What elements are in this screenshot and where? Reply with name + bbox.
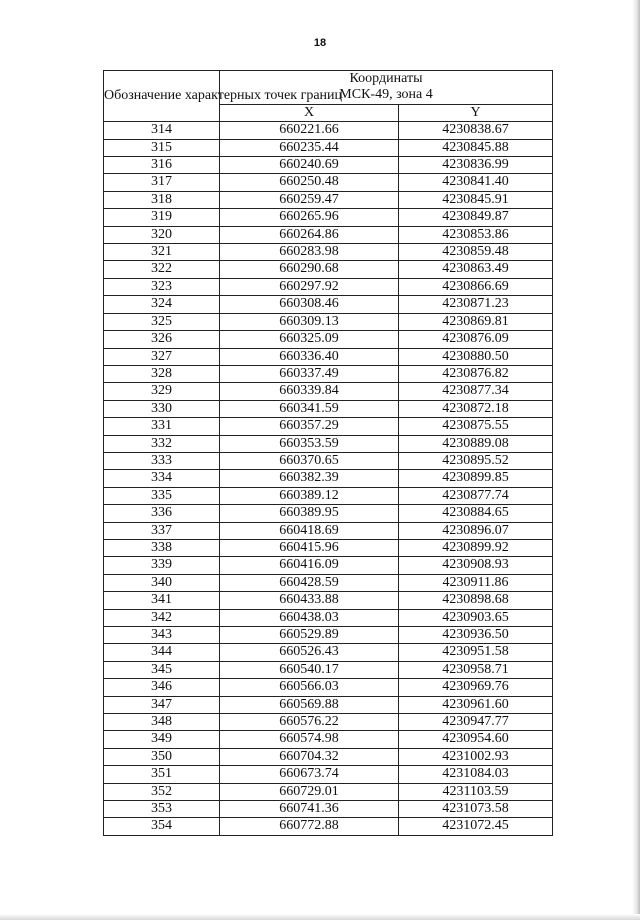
y-coordinate-cell: 4230951.58 xyxy=(399,644,553,661)
x-coordinate-cell: 660283.98 xyxy=(220,244,399,261)
x-coordinate-cell: 660526.43 xyxy=(220,644,399,661)
coordinate-system-header: МСК-49, зона 4 xyxy=(220,87,553,104)
y-coordinate-cell: 4230898.68 xyxy=(399,592,553,609)
table-row xyxy=(104,383,553,400)
y-coordinate-cell: 4230875.55 xyxy=(399,418,553,435)
point-number-cell: 324 xyxy=(104,296,220,313)
table-row xyxy=(104,609,553,626)
y-coordinate-cell: 4230841.40 xyxy=(399,174,553,191)
y-coordinate-cell: 4230896.07 xyxy=(399,522,553,539)
table-row xyxy=(104,296,553,313)
point-number-cell: 320 xyxy=(104,226,220,243)
point-number-cell: 323 xyxy=(104,278,220,295)
y-coordinate-cell: 4231084.03 xyxy=(399,766,553,783)
table-row xyxy=(104,627,553,644)
point-number-cell: 354 xyxy=(104,818,220,835)
point-number-cell: 316 xyxy=(104,157,220,174)
point-number-cell: 328 xyxy=(104,365,220,382)
y-coordinate-cell: 4230877.74 xyxy=(399,487,553,504)
x-coordinate-cell: 660235.44 xyxy=(220,139,399,156)
x-coordinate-cell: 660259.47 xyxy=(220,191,399,208)
table-row xyxy=(104,452,553,469)
y-coordinate-cell: 4230845.88 xyxy=(399,139,553,156)
point-designation-header: Обозначение характерных точек границ xyxy=(104,71,220,122)
x-coordinate-cell: 660574.98 xyxy=(220,731,399,748)
x-coordinate-cell: 660325.09 xyxy=(220,331,399,348)
y-coordinate-cell: 4230884.65 xyxy=(399,505,553,522)
y-coordinate-cell: 4230908.93 xyxy=(399,557,553,574)
table-row xyxy=(104,261,553,278)
y-coordinate-cell: 4230845.91 xyxy=(399,191,553,208)
point-number-cell: 330 xyxy=(104,400,220,417)
table-row xyxy=(104,278,553,295)
table-row xyxy=(104,661,553,678)
point-number-cell: 315 xyxy=(104,139,220,156)
x-coordinate-cell: 660438.03 xyxy=(220,609,399,626)
y-coordinate-cell: 4230958.71 xyxy=(399,661,553,678)
y-coordinate-cell: 4230859.48 xyxy=(399,244,553,261)
y-coordinate-cell: 4230911.86 xyxy=(399,574,553,591)
y-coordinate-cell: 4230961.60 xyxy=(399,696,553,713)
point-number-cell: 353 xyxy=(104,801,220,818)
table-row xyxy=(104,348,553,365)
x-coordinate-cell: 660357.29 xyxy=(220,418,399,435)
point-number-cell: 336 xyxy=(104,505,220,522)
table-row xyxy=(104,801,553,818)
x-coordinate-cell: 660336.40 xyxy=(220,348,399,365)
y-coordinate-cell: 4230899.92 xyxy=(399,539,553,556)
table-row xyxy=(104,209,553,226)
point-number-cell: 327 xyxy=(104,348,220,365)
point-number-cell: 343 xyxy=(104,627,220,644)
table-row xyxy=(104,714,553,731)
point-number-cell: 331 xyxy=(104,418,220,435)
point-number-cell: 342 xyxy=(104,609,220,626)
table-row xyxy=(104,487,553,504)
point-number-cell: 350 xyxy=(104,748,220,765)
point-number-cell: 349 xyxy=(104,731,220,748)
table-row xyxy=(104,505,553,522)
table-row xyxy=(104,539,553,556)
x-coordinate-cell: 660382.39 xyxy=(220,470,399,487)
table-row xyxy=(104,766,553,783)
y-coordinate-cell: 4230889.08 xyxy=(399,435,553,452)
x-coordinate-cell: 660569.88 xyxy=(220,696,399,713)
x-coordinate-cell: 660297.92 xyxy=(220,278,399,295)
point-number-cell: 345 xyxy=(104,661,220,678)
point-number-cell: 321 xyxy=(104,244,220,261)
y-coordinate-cell: 4230895.52 xyxy=(399,452,553,469)
y-coordinate-cell: 4230838.67 xyxy=(399,122,553,139)
table-row xyxy=(104,244,553,261)
table-row xyxy=(104,435,553,452)
x-coordinate-cell: 660415.96 xyxy=(220,539,399,556)
y-coordinate-cell: 4230866.69 xyxy=(399,278,553,295)
x-coordinate-cell: 660353.59 xyxy=(220,435,399,452)
y-coordinate-cell: 4230876.82 xyxy=(399,365,553,382)
y-coordinate-cell: 4230969.76 xyxy=(399,679,553,696)
point-number-cell: 325 xyxy=(104,313,220,330)
table-row xyxy=(104,470,553,487)
table-row xyxy=(104,122,553,139)
table-row xyxy=(104,574,553,591)
y-coordinate-cell: 4230903.65 xyxy=(399,609,553,626)
table-row xyxy=(104,365,553,382)
x-coordinate-cell: 660741.36 xyxy=(220,801,399,818)
point-number-cell: 344 xyxy=(104,644,220,661)
x-coordinate-cell: 660416.09 xyxy=(220,557,399,574)
point-number-cell: 334 xyxy=(104,470,220,487)
x-coordinate-cell: 660309.13 xyxy=(220,313,399,330)
table-row xyxy=(104,157,553,174)
x-coordinate-cell: 660389.12 xyxy=(220,487,399,504)
y-coordinate-cell: 4230853.86 xyxy=(399,226,553,243)
x-coordinate-cell: 660529.89 xyxy=(220,627,399,644)
point-number-cell: 351 xyxy=(104,766,220,783)
point-number-cell: 333 xyxy=(104,452,220,469)
point-number-cell: 348 xyxy=(104,714,220,731)
scan-edge-shadow xyxy=(632,0,640,920)
y-coordinate-cell: 4230899.85 xyxy=(399,470,553,487)
point-number-cell: 347 xyxy=(104,696,220,713)
x-coordinate-cell: 660221.66 xyxy=(220,122,399,139)
y-coordinate-cell: 4230872.18 xyxy=(399,400,553,417)
x-column-header: X xyxy=(220,104,399,121)
point-number-cell: 332 xyxy=(104,435,220,452)
x-coordinate-cell: 660389.95 xyxy=(220,505,399,522)
point-number-cell: 314 xyxy=(104,122,220,139)
point-number-cell: 335 xyxy=(104,487,220,504)
table-row xyxy=(104,331,553,348)
point-number-cell: 338 xyxy=(104,539,220,556)
point-number-cell: 337 xyxy=(104,522,220,539)
x-coordinate-cell: 660576.22 xyxy=(220,714,399,731)
x-coordinate-cell: 660729.01 xyxy=(220,783,399,800)
y-coordinate-cell: 4231072.45 xyxy=(399,818,553,835)
table-row xyxy=(104,696,553,713)
table-row xyxy=(104,557,553,574)
x-coordinate-cell: 660341.59 xyxy=(220,400,399,417)
scan-bottom-edge xyxy=(0,914,640,920)
point-number-cell: 319 xyxy=(104,209,220,226)
x-coordinate-cell: 660772.88 xyxy=(220,818,399,835)
y-coordinate-cell: 4230880.50 xyxy=(399,348,553,365)
table-row xyxy=(104,191,553,208)
point-number-cell: 341 xyxy=(104,592,220,609)
y-coordinate-cell: 4230877.34 xyxy=(399,383,553,400)
x-coordinate-cell: 660339.84 xyxy=(220,383,399,400)
x-coordinate-cell: 660308.46 xyxy=(220,296,399,313)
table-row xyxy=(104,313,553,330)
table-row xyxy=(104,174,553,191)
table-row xyxy=(104,139,553,156)
table-row xyxy=(104,679,553,696)
table-row xyxy=(104,400,553,417)
coordinates-table xyxy=(103,70,553,836)
point-number-cell: 352 xyxy=(104,783,220,800)
point-number-cell: 346 xyxy=(104,679,220,696)
point-number-cell: 340 xyxy=(104,574,220,591)
y-coordinate-cell: 4230876.09 xyxy=(399,331,553,348)
table-row xyxy=(104,818,553,835)
point-number-cell: 326 xyxy=(104,331,220,348)
y-coordinate-cell: 4231002.93 xyxy=(399,748,553,765)
table-row xyxy=(104,644,553,661)
coordinates-header: Координаты xyxy=(220,71,553,88)
x-coordinate-cell: 660265.96 xyxy=(220,209,399,226)
y-coordinate-cell: 4231103.59 xyxy=(399,783,553,800)
x-coordinate-cell: 660566.03 xyxy=(220,679,399,696)
y-coordinate-cell: 4230871.23 xyxy=(399,296,553,313)
x-coordinate-cell: 660673.74 xyxy=(220,766,399,783)
x-coordinate-cell: 660264.86 xyxy=(220,226,399,243)
table-row xyxy=(104,226,553,243)
point-number-cell: 318 xyxy=(104,191,220,208)
y-coordinate-cell: 4230869.81 xyxy=(399,313,553,330)
point-number-cell: 317 xyxy=(104,174,220,191)
x-coordinate-cell: 660290.68 xyxy=(220,261,399,278)
point-number-cell: 339 xyxy=(104,557,220,574)
y-coordinate-cell: 4230936.50 xyxy=(399,627,553,644)
y-coordinate-cell: 4231073.58 xyxy=(399,801,553,818)
y-coordinate-cell: 4230954.60 xyxy=(399,731,553,748)
table-body xyxy=(104,122,553,836)
table-row xyxy=(104,731,553,748)
x-coordinate-cell: 660240.69 xyxy=(220,157,399,174)
y-coordinate-cell: 4230849.87 xyxy=(399,209,553,226)
point-number-cell: 329 xyxy=(104,383,220,400)
y-coordinate-cell: 4230863.49 xyxy=(399,261,553,278)
table-row xyxy=(104,522,553,539)
x-coordinate-cell: 660418.69 xyxy=(220,522,399,539)
x-coordinate-cell: 660540.17 xyxy=(220,661,399,678)
point-number-cell: 322 xyxy=(104,261,220,278)
x-coordinate-cell: 660433.88 xyxy=(220,592,399,609)
table-row xyxy=(104,748,553,765)
x-coordinate-cell: 660704.32 xyxy=(220,748,399,765)
table-row xyxy=(104,592,553,609)
x-coordinate-cell: 660370.65 xyxy=(220,452,399,469)
x-coordinate-cell: 660337.49 xyxy=(220,365,399,382)
page-number: 18 xyxy=(313,37,327,49)
x-coordinate-cell: 660250.48 xyxy=(220,174,399,191)
table-row xyxy=(104,783,553,800)
table-row xyxy=(104,418,553,435)
y-column-header: Y xyxy=(399,104,553,121)
x-coordinate-cell: 660428.59 xyxy=(220,574,399,591)
table-header xyxy=(104,71,553,122)
y-coordinate-cell: 4230836.99 xyxy=(399,157,553,174)
y-coordinate-cell: 4230947.77 xyxy=(399,714,553,731)
